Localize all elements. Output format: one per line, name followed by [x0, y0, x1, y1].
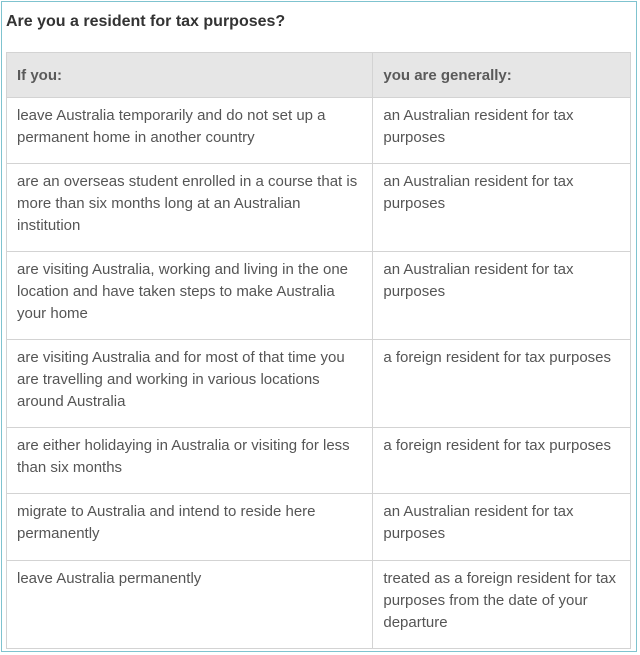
- table-row: [7, 428, 631, 494]
- condition-cell: are visiting Australia and for most of that time you are travelling and working in various locations around Australia: [7, 340, 373, 428]
- table-row: [7, 340, 631, 428]
- table-row: [7, 98, 631, 164]
- result-cell: treated as a foreign resident for tax purposes from the date of your departure: [373, 561, 631, 649]
- result-cell: an Australian resident for tax purposes: [373, 164, 631, 252]
- table-row: [7, 494, 631, 561]
- result-cell: an Australian resident for tax purposes: [373, 98, 631, 164]
- table-row: [7, 252, 631, 340]
- condition-cell: are an overseas student enrolled in a course that is more than six months long at an Australian institution: [7, 164, 373, 252]
- table-row: [7, 164, 631, 252]
- condition-cell: migrate to Australia and intend to reside here permanently: [7, 494, 373, 561]
- residency-table: [6, 52, 631, 649]
- result-cell: an Australian resident for tax purposes: [373, 494, 631, 561]
- result-cell: an Australian resident for tax purposes: [373, 252, 631, 340]
- result-cell: a foreign resident for tax purposes: [373, 428, 631, 494]
- condition-cell: leave Australia permanently: [7, 561, 373, 649]
- result-cell: a foreign resident for tax purposes: [373, 340, 631, 428]
- column-header-if-you: If you:: [7, 53, 373, 98]
- condition-cell: are visiting Australia, working and living in the one location and have taken steps to make Australia your home: [7, 252, 373, 340]
- table-row: [7, 561, 631, 649]
- column-header-you-are-generally: you are generally:: [373, 53, 631, 98]
- condition-cell: leave Australia temporarily and do not set up a permanent home in another country: [7, 98, 373, 164]
- page-title: Are you a resident for tax purposes?: [6, 13, 286, 30]
- condition-cell: are either holidaying in Australia or visiting for less than six months: [7, 428, 373, 494]
- table-header-row: [7, 53, 631, 98]
